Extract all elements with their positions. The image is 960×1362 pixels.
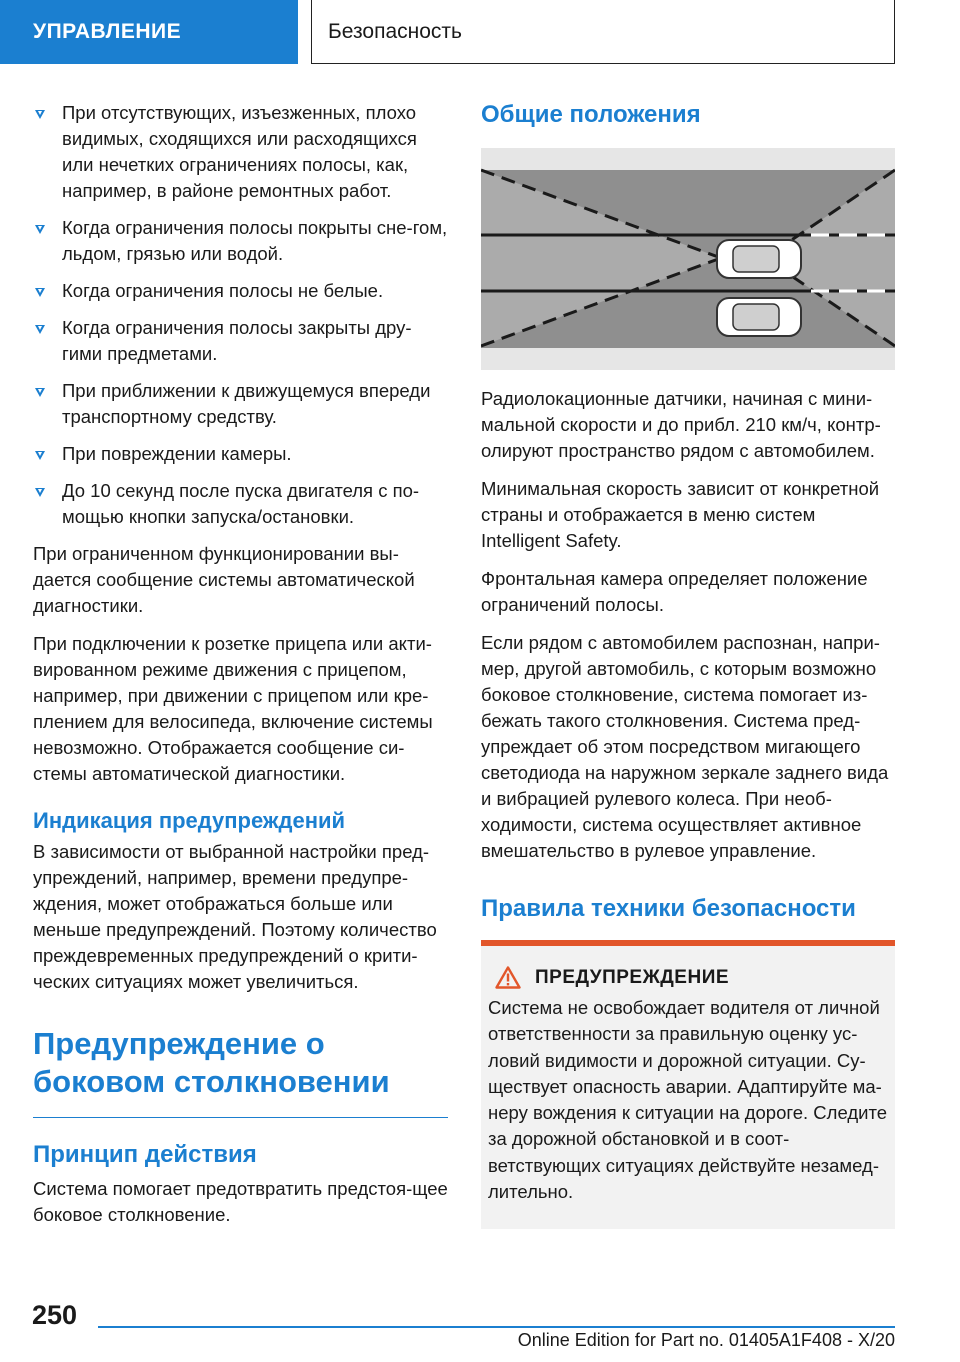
radar-coverage-diagram <box>481 148 895 370</box>
radar-diagram-svg <box>481 148 895 370</box>
paragraph: Фронтальная камера определяет положение ограничений полосы. <box>481 568 868 615</box>
footer-divider <box>98 1326 895 1328</box>
heading-general: Общие положения <box>481 101 701 128</box>
list-item <box>33 100 448 204</box>
heading-side-collision-warning: Предупреждение о боковом столкновении <box>33 1025 448 1118</box>
warning-triangle-icon <box>495 966 521 989</box>
list-item <box>33 378 448 430</box>
list-item <box>33 215 448 267</box>
paragraph: В зависимости от выбранной настройки пред-упреждений, например, времени предупре-ждения, может отображаться больше или меньше предупреждений. Поэтому количество преждевременных предупреждений о крити-ческих ситуациях может увеличиться. <box>33 841 437 992</box>
limitations-list <box>33 100 448 530</box>
list-item-text: При повреждении камеры. <box>62 443 292 464</box>
paragraph: Система помогает предотвратить предстоя-щее боковое столкновение. <box>33 1178 448 1225</box>
list-item <box>33 315 448 367</box>
left-column <box>33 100 448 1240</box>
paragraph: Если рядом с автомобилем распознан, напри-мер, другой автомобиль, с которым возможно боковое столкновение, система помогает из-бежать такого столкновения. Система пред-упреждает об этом посредством мигающего светодиода на наружном зеркале заднего вида и вибрацией рулевого колеса. При необ-ходимости, система осуществляет активное вмешательство в рулевое управление. <box>481 632 889 861</box>
bullet-triangle-icon <box>35 325 45 334</box>
list-item <box>33 278 448 304</box>
paragraph: При ограниченном функционировании вы-дается сообщение системы автоматической диагностики. <box>33 543 415 616</box>
warning-title <box>488 966 887 989</box>
list-item-text: Когда ограничения полосы покрыты сне-гом, льдом, грязью или водой. <box>62 217 448 264</box>
heading-warning-display: Индикация предупреждений <box>33 808 346 833</box>
bullet-triangle-icon <box>35 388 45 397</box>
paragraph: При подключении к розетке прицепа или акти-вированном режиме движения с прицепом, например, при движении с прицепом или кре-плением для велосипеда, включение системы невозможно. Отображается сообщение си-стемы автоматической диагностики. <box>33 633 433 784</box>
list-item-text: При приближении к движущемуся впереди транспортному средству. <box>62 380 431 427</box>
page-number: 250 <box>32 1300 78 1330</box>
right-column <box>481 100 895 1229</box>
ego-car-icon <box>717 240 801 278</box>
list-item-text: До 10 секунд после пуска двигателя с по-мощью кнопки запуска/остановки. <box>62 480 420 527</box>
bullet-triangle-icon <box>35 288 45 297</box>
list-item <box>33 478 448 530</box>
warning-title-text: ПРЕДУПРЕЖДЕНИЕ <box>535 966 730 988</box>
footer-edition: Online Edition for Part no. 01405A1F408 - X/20 <box>517 1330 895 1350</box>
chapter-tab: УПРАВЛЕНИЕ <box>0 0 298 64</box>
paragraph: Минимальная скорость зависит от конкретной страны и отображается в меню систем Intelligent Safety. <box>481 478 880 551</box>
heading-safety: Правила техники безопасности <box>481 895 856 922</box>
bullet-triangle-icon <box>35 451 45 460</box>
list-item-text: Когда ограничения полосы не белые. <box>62 280 384 301</box>
warning-box <box>481 940 895 1229</box>
list-item <box>33 441 448 467</box>
list-item-text: При отсутствующих, изъезженных, плохо видимых, сходящихся или расходящихся или нечетких ограничениях полосы, как, например, в районе ремонтных работ. <box>62 102 417 201</box>
bullet-triangle-icon <box>35 110 45 119</box>
paragraph: Радиолокационные датчики, начиная с мини-мальной скорости и до прибл. 210 км/ч, контр-олируют пространство рядом с автомобилем. <box>481 388 881 461</box>
list-item-text: Когда ограничения полосы закрыты дру-гими предметами. <box>62 317 412 364</box>
bullet-triangle-icon <box>35 488 45 497</box>
heading-principle: Принцип действия <box>33 1141 257 1168</box>
bullet-triangle-icon <box>35 225 45 234</box>
section-title: Безопасность <box>311 0 895 64</box>
adjacent-car-icon <box>717 298 801 336</box>
warning-text: Система не освобождает водителя от личной ответственности за правильную оценку ус-ловий видимости и дорожной ситуации. Су-ществует опасность аварии. Адаптируйте ма-неру вождения к ситуации на дороге. Следите за дорожной обстановкой и в соот-ветствующих ситуациях действуйте незамед-лительно. <box>488 997 888 1203</box>
